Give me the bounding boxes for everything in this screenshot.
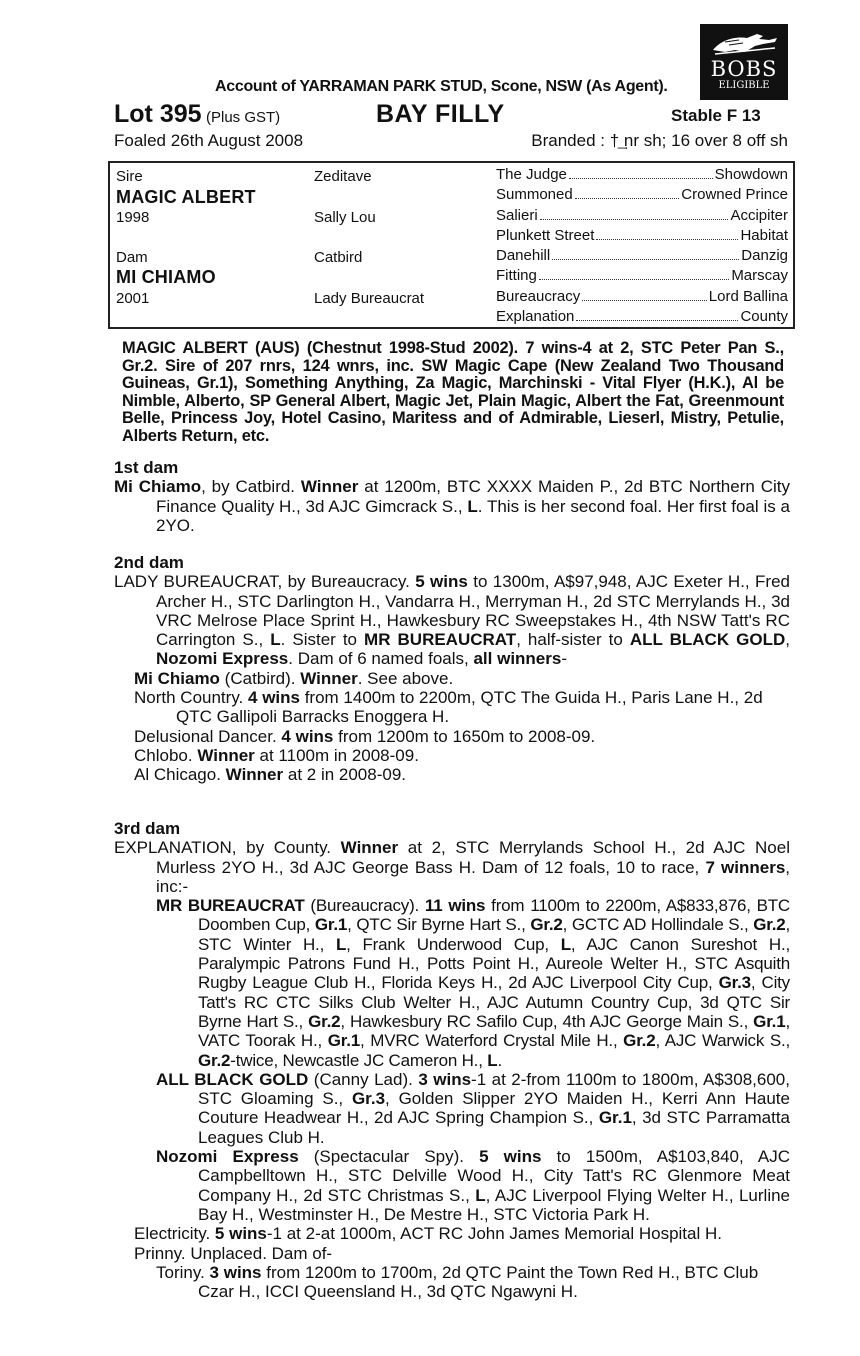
great-grandparents: [496, 165, 788, 327]
dam-label: Dam: [116, 249, 148, 266]
section-heading: 3rd dam: [114, 819, 181, 838]
dam-name: MI CHIAMO: [116, 267, 216, 287]
lot-label: Lot 395: [114, 100, 202, 128]
progeny-entry: Nozomi Express (Spectacular Spy). 5 wins to 1500m, A$103,840, AJC Campbelltown H., STC Delville Wood H., City Tatt's RC Glenmore Meat Company H., 2d STC Christmas S., L, AJC Liverpool Flying Welter H., Lurline Bay H., Westminster H., De Mestre H., STC Victoria Park H.: [156, 1147, 791, 1224]
dam-paragraph: EXPLANATION, by County. Winner at 2, STC Merrylands School H., 2d AJC Noel Murless 2YO H., 3d AJC George Bass H. Dam of 12 foals, 10 to race, 7 winners, inc:-: [114, 838, 791, 896]
progeny-entry: MR BUREAUCRAT (Bureaucracy). 11 wins from 1100m to 2200m, A$833,876, BTC Doomben Cup, Gr.1, QTC Sir Byrne Hart S., Gr.2, GCTC AD Hollindale S., Gr.2, STC Winter H., L, Frank Underwood Cup, L, AJC Canon Sureshot H., Paralympic Patrons Fund H., Potts Point H., Aureole Welter H., STC Asquith Rugby League Club H., Florida Keys H., 2d AJC Liverpool City Cup, Gr.3, City Tatt's RC CTC Silks Club Welter H., AJC Autumn Country Cup, 3d QTC Sir Byrne Hart S., Gr.2, Hawkesbury RC Safilo Cup, 4th AJC George Main S., Gr.1, VATC Toorak H., Gr.1, MVRC Waterford Crystal Mile H., Gr.2, AJC Warwick S., Gr.2-twice, Newcastle JC Cameron H., L.: [156, 896, 791, 1070]
progeny-entry: Mi Chiamo (Catbird). Winner. See above.: [134, 668, 454, 688]
lot-number: [114, 100, 280, 129]
sire-sire: Zeditave: [314, 168, 372, 185]
dam-paragraph: LADY BUREAUCRAT, by Bureaucracy. 5 wins to 1300m, A$97,948, AJC Exeter H., Fred Archer H., STC Darlington H., Vandarra H., Merryman H., 2d STC Merrylands H., 3d VRC Melrose Place Sprint H., Hawkesbury RC Sweepstakes H., 4th NSW Tatt's RC Carrington S., L. Sister to MR BUREAUCRAT, half-sister to ALL BLACK GOLD, Nozomi Express. Dam of 6 named foals, all winners-: [114, 572, 790, 669]
ggp-row: Danehill Danzig: [496, 247, 788, 265]
horse-logo-icon: [705, 30, 783, 58]
ggp-row: Bureaucracy Lord Ballina: [496, 287, 788, 305]
ggp-row: Salieri Accipiter: [496, 206, 788, 224]
first-dam-section: [114, 458, 790, 535]
sire-label: Sire: [116, 168, 143, 185]
logo-brand: BOBS: [710, 57, 778, 81]
progeny-entry: ALL BLACK GOLD (Canny Lad). 3 wins-1 at 2-from 1100m to 1800m, A$308,600, STC Gloaming S., Gr.3, Golden Slipper 2YO Maiden H., Kerri Ann Haute Couture Headwear H., 2d AJC Spring Champion S., Gr.1, 3d STC Parramatta Leagues Club H.: [156, 1069, 791, 1147]
section-heading: 1st dam: [114, 458, 179, 477]
sire-dam: Sally Lou: [314, 209, 376, 226]
logo-subtitle: ELIGIBLE: [718, 80, 770, 91]
foaled-date: Foaled 26th August 2008: [114, 131, 304, 150]
dam-paragraph: Mi Chiamo, by Catbird. Winner at 1200m, BTC XXXX Maiden P., 2d BTC Northern City Finance Quality H., 3d AJC Gimcrack S., L. This is her second foal. Her first foal is a 2YO.: [114, 477, 790, 535]
section-heading: 2nd dam: [114, 553, 184, 572]
brand-marks: Branded : †͢ nr sh; 16 over 8 off sh: [531, 131, 788, 150]
pedigree-table: [108, 161, 795, 329]
progeny-entry: Toriny. 3 wins from 1200m to 1700m, 2d QTC Paint the Town Red H., BTC Club Czar H., ICCI Queensland H., 3d QTC Ngawyni H.: [156, 1262, 759, 1302]
ggp-row: The Judge Showdown: [496, 166, 788, 183]
bobs-eligible-logo: [700, 24, 788, 100]
progeny-entry: North Country. 4 wins from 1400m to 2200m, QTC The Guida H., Paris Lane H., 2d QTC Gallipoli Barracks Enoggera H.: [134, 688, 763, 727]
ggp-row: Explanation County: [496, 308, 788, 326]
plus-gst: (Plus GST): [205, 109, 281, 126]
progeny-entry: Chlobo. Winner at 1100m in 2008-09.: [134, 745, 419, 765]
ggp-row: Summoned Crowned Prince: [496, 186, 788, 204]
progeny-entry: Delusional Dancer. 4 wins from 1200m to 1650m to 2008-09.: [134, 726, 596, 746]
second-dam-section: [114, 553, 790, 785]
stable-number: Stable F 13: [671, 106, 761, 125]
dam-sire: Catbird: [314, 249, 363, 266]
dam-dam: Lady Bureaucrat: [314, 290, 425, 307]
progeny-entry: Electricity. 5 wins-1 at 2-at 1000m, ACT RC John James Memorial Hospital H.: [134, 1224, 722, 1244]
ggp-row: Plunkett Street Habitat: [496, 226, 788, 244]
page-title: BAY FILLY: [376, 100, 505, 128]
vendor-account: Account of YARRAMAN PARK STUD, Scone, NSW (As Agent).: [215, 78, 668, 95]
sire-year: 1998: [116, 209, 150, 226]
progeny-entry: Prinny. Unplaced. Dam of-: [134, 1243, 333, 1263]
ggp-row: Fitting Marscay: [496, 267, 788, 285]
sire-name: MAGIC ALBERT: [116, 187, 256, 207]
third-dam-section: [114, 819, 790, 1301]
sire-summary: MAGIC ALBERT (AUS) (Chestnut 1998-Stud 2002). 7 wins-4 at 2, STC Peter Pan S., Gr.2. Sire of 207 rnrs, 124 wnrs, inc. SW Magic Cape (New Zealand Two Thousand Guineas, Gr.1), Something Anything, Za Magic, Marchinski - Vital Flyer (H.K.), Al be Nimble, Alberto, SP General Albert, Magic Jet, Plain Magic, Albert the Fat, Greenmount Belle, Princess Joy, Hotel Casino, Maritess and of Admirable, Lieserl, Mistry, Petulie, Alberts Return, etc.: [122, 339, 784, 445]
dam-year: 2001: [116, 290, 150, 307]
progeny-entry: Al Chicago. Winner at 2 in 2008-09.: [134, 765, 407, 785]
